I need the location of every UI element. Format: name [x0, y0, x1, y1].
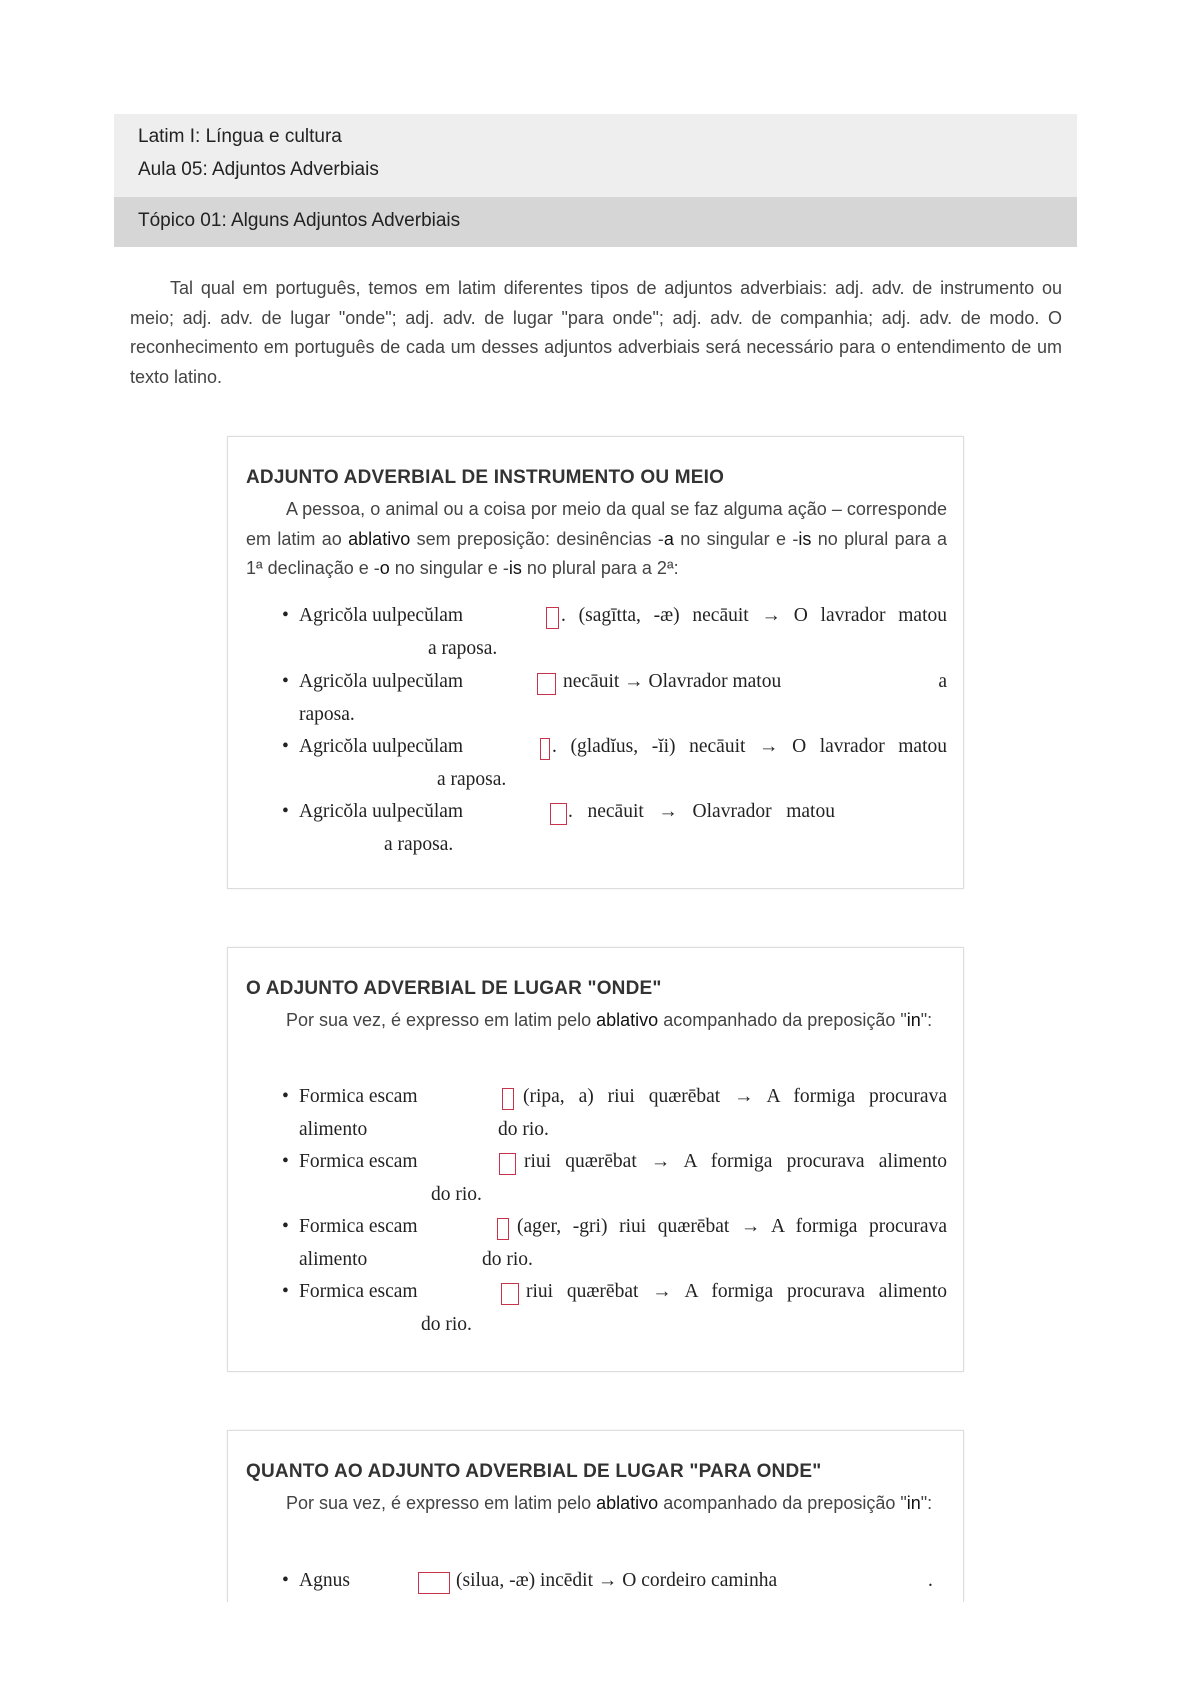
emphasized-term: in [906, 1493, 921, 1513]
text-fragment: Agricŏla uulpecŭlam [299, 605, 464, 626]
box-title: QUANTO AO ADJUNTO ADVERBIAL DE LUGAR "PARA ONDE" [246, 1461, 822, 1482]
text-fragment: Agnus [299, 1570, 350, 1591]
bullet-icon: • [282, 605, 289, 626]
text-fragment: a raposa. [428, 638, 498, 659]
emphasized-term: in [906, 1010, 921, 1030]
text-fragment: Formica escam [299, 1281, 418, 1302]
text-fragment: . (gladĭus, -ĭi) necāuit → O lavrador matou [552, 736, 947, 757]
text-fragment: alimento [299, 1119, 368, 1140]
text-fragment: do rio. [482, 1249, 533, 1270]
text-fragment: a raposa. [384, 834, 454, 855]
text-fragment: acompanhado da preposição " [658, 1493, 907, 1513]
bullet-icon: • [282, 1281, 289, 1302]
text-fragment: (ager, -gri) riui quærēbat → A formiga procurava [517, 1216, 947, 1237]
bullet-icon: • [282, 1216, 289, 1237]
box-place-where [227, 947, 964, 1372]
text-fragment: Por sua vez, é expresso em latim pelo [286, 1010, 597, 1030]
lesson-title: Aula 05: Adjuntos Adverbiais [138, 159, 379, 180]
text-fragment: Agricŏla uulpecŭlam [299, 671, 464, 692]
box-description [246, 1006, 947, 1036]
box-title: O ADJUNTO ADVERBIAL DE LUGAR "ONDE" [246, 978, 662, 999]
text-fragment: ": [920, 1493, 933, 1513]
course-title: Latim I: Língua e cultura [138, 126, 342, 147]
answer-blank[interactable] [537, 673, 556, 695]
text-fragment: . necāuit → Olavrador matou [568, 801, 835, 822]
text-fragment: (silua, -æ) incēdit → O cordeiro caminha [456, 1570, 778, 1591]
text-fragment: raposa. [299, 704, 355, 725]
text-fragment: acompanhado da preposição " [658, 1010, 907, 1030]
list-item [228, 1216, 963, 1280]
bullet-icon: • [282, 1151, 289, 1172]
list-item [228, 671, 963, 735]
text-fragment: necāuit → Olavrador matou [563, 671, 782, 692]
topic-title: Tópico 01: Alguns Adjuntos Adverbiais [138, 210, 461, 231]
intro-paragraph: Tal qual em português, temos em latim diferentes tipos de adjuntos adverbiais: adj. adv. de instrumento ou meio; adj. adv. de lugar "onde"; adj. adv. de lugar "para onde"; adj. adv. de companhia; adj. adv. de modo. O reconhecimento em português de cada um desses adjuntos adverbiais será necessário para o entendimento de um texto latino. [130, 278, 1062, 387]
topic-header [114, 197, 1077, 247]
text-fragment: sem preposição: desinências - [410, 528, 664, 549]
text-fragment: alimento [299, 1249, 368, 1270]
text-fragment: Agricŏla uulpecŭlam [299, 736, 464, 757]
answer-blank[interactable] [502, 1088, 514, 1110]
bullet-icon: • [282, 1570, 289, 1591]
answer-blank[interactable] [540, 738, 550, 760]
text-fragment: no plural para a 2ª: [521, 558, 679, 578]
box-instrument [227, 436, 964, 889]
list-item [228, 736, 963, 800]
text-fragment: no singular e - [389, 558, 509, 578]
text-fragment: . (sagītta, -æ) necāuit → O lavrador matou [561, 605, 947, 626]
bullet-icon: • [282, 801, 289, 822]
emphasized-term: o [379, 558, 390, 578]
list-item [228, 1281, 963, 1345]
text-fragment: Agricŏla uulpecŭlam [299, 801, 464, 822]
text-fragment: do rio. [498, 1119, 549, 1140]
bullet-icon: • [282, 736, 289, 757]
answer-blank[interactable] [418, 1572, 450, 1594]
text-fragment: ": [920, 1010, 933, 1030]
answer-blank[interactable] [501, 1283, 519, 1305]
answer-blank[interactable] [499, 1153, 516, 1175]
list-item [228, 1086, 963, 1150]
emphasized-term: is [798, 528, 812, 549]
emphasized-term: ablativo [596, 1010, 659, 1030]
emphasized-term: a [663, 528, 674, 549]
text-fragment: do rio. [431, 1184, 482, 1205]
emphasized-term: is [508, 558, 522, 578]
text-fragment: no singular e - [673, 528, 799, 549]
list-item [228, 801, 963, 865]
text-fragment: do rio. [421, 1314, 472, 1335]
answer-blank[interactable] [497, 1218, 509, 1240]
page-bottom-margin [0, 1602, 1189, 1683]
text-fragment: a raposa. [437, 769, 507, 790]
answer-blank[interactable] [550, 803, 567, 825]
course-header [114, 114, 1077, 197]
box-title: ADJUNTO ADVERBIAL DE INSTRUMENTO OU MEIO [246, 467, 725, 488]
box-description [246, 495, 947, 584]
bullet-icon: • [282, 1086, 289, 1107]
text-fragment: Formica escam [299, 1151, 418, 1172]
text-fragment: Formica escam [299, 1216, 418, 1237]
text-fragment: . [928, 1570, 933, 1591]
text-fragment: Formica escam [299, 1086, 418, 1107]
text-fragment: no plural para a 1ª declinação e - [246, 528, 947, 578]
list-item [228, 1151, 963, 1215]
text-fragment: a [938, 671, 947, 692]
answer-blank[interactable] [546, 607, 559, 629]
box-description [246, 1489, 947, 1519]
bullet-icon: • [282, 671, 289, 692]
emphasized-term: ablativo [348, 528, 411, 549]
text-fragment: (ripa, a) riui quærēbat → A formiga procurava [523, 1086, 947, 1107]
text-fragment: riui quærēbat → A formiga procurava alimento [526, 1281, 947, 1302]
text-fragment: riui quærēbat → A formiga procurava alimento [524, 1151, 947, 1172]
text-fragment: Por sua vez, é expresso em latim pelo [286, 1493, 597, 1513]
text-fragment: A pessoa, o animal ou a coisa por meio da qual se faz alguma ação – corresponde em latim ao [246, 499, 947, 549]
list-item [228, 605, 963, 669]
emphasized-term: ablativo [596, 1493, 659, 1513]
